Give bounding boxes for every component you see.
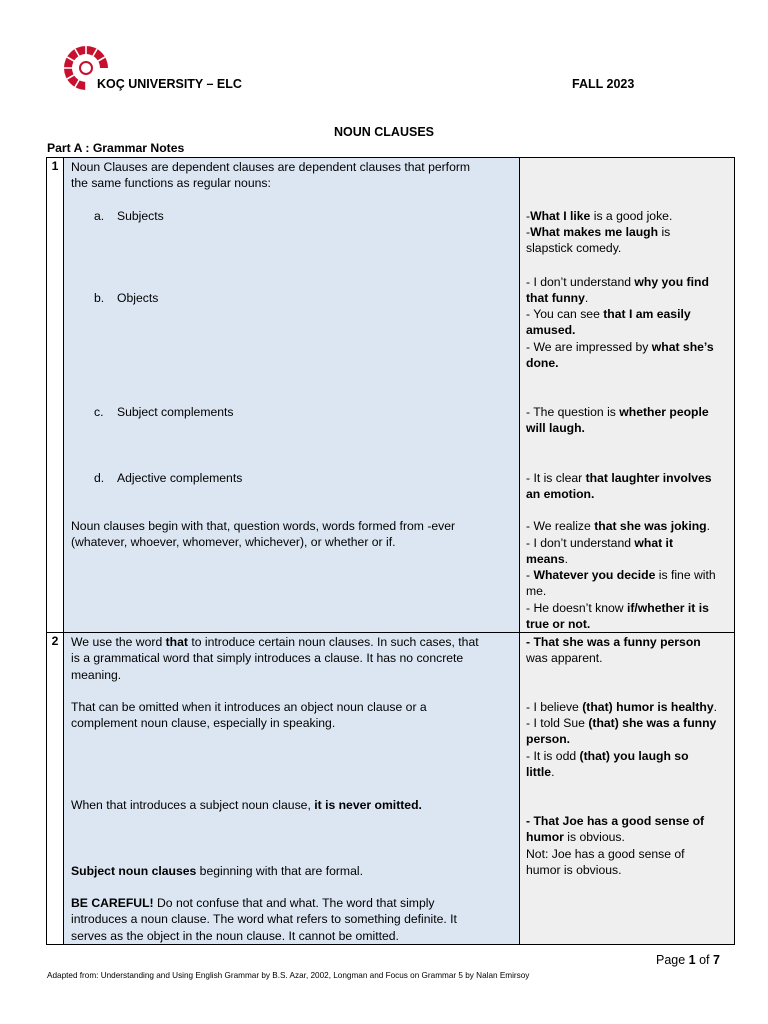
example-line: was apparent. (526, 651, 603, 665)
note-text: complement noun clause, especially in speaking. (71, 716, 336, 730)
example-line: - He doesn’t know if/whether it is (526, 601, 709, 615)
list-letter: a. (94, 209, 105, 223)
example-line: -What I like is a good joke. (526, 209, 673, 223)
example-line: - It is clear that laughter involves (526, 471, 712, 485)
example-line: true or not. (526, 617, 591, 631)
row-number: 2 (47, 633, 64, 945)
example-line: - I believe (that) humor is healthy. (526, 700, 717, 714)
example-line: - Whatever you decide is fine with (526, 568, 716, 582)
example-line: - The question is whether people (526, 405, 709, 419)
example-line: done. (526, 356, 559, 370)
institution-name: KOÇ UNIVERSITY – ELC (97, 77, 242, 91)
example-line: - I don’t understand what it (526, 536, 673, 550)
example-line: - We are impressed by what she’s (526, 340, 714, 354)
notes-cell (64, 633, 520, 945)
note-text: is a grammatical word that simply introduces a clause. It has no concrete (71, 651, 464, 665)
list-label: Adjective complements (117, 471, 243, 485)
example-line: person. (526, 732, 571, 746)
example-line: will laugh. (526, 421, 585, 435)
list-letter: d. (94, 471, 105, 485)
example-line: - It is odd (that) you laugh so (526, 749, 689, 763)
example-line: little. (526, 765, 555, 779)
note-text: We use the word that to introduce certain noun clauses. In such cases, that (71, 635, 479, 649)
example-line: - That Joe has a good sense of (526, 814, 705, 828)
example-line: - I told Sue (that) she was a funny (526, 716, 717, 730)
example-line: - You can see that I am easily (526, 307, 691, 321)
example-line: - I don’t understand why you find (526, 275, 709, 289)
example-line: - That she was a funny person (526, 635, 701, 649)
example-line: that funny. (526, 291, 589, 305)
note-text: Noun clauses begin with that, question words, words formed from -ever (71, 519, 456, 533)
grammar-notes-table (46, 157, 735, 945)
notes-cell (64, 158, 520, 633)
list-letter: b. (94, 291, 105, 305)
note-text: Noun Clauses are dependent clauses are dependent clauses that perform (71, 160, 471, 174)
table-row (47, 633, 735, 945)
note-text: (whatever, whoever, whomever, whichever), or whether or if. (71, 535, 396, 549)
note-text: the same functions as regular nouns: (71, 176, 271, 190)
example-line: - We realize that she was joking. (526, 519, 710, 533)
example-line: an emotion. (526, 487, 595, 501)
row-number: 1 (47, 158, 64, 633)
list-label: Subjects (117, 209, 164, 223)
note-text: BE CAREFUL! Do not confuse that and what. The word that simply (71, 896, 435, 910)
example-line: humor is obvious. (526, 830, 625, 844)
list-label: Objects (117, 291, 159, 305)
term-label: FALL 2023 (572, 77, 635, 91)
page-number: Page 1 of 7 (656, 953, 720, 967)
note-text: meaning. (71, 668, 122, 682)
note-text: Subject noun clauses beginning with that are formal. (71, 864, 363, 878)
example-line: Not: Joe has a good sense of (526, 847, 685, 861)
list-label: Subject complements (117, 405, 234, 419)
note-text: serves as the object in the noun clause. It cannot be omitted. (71, 929, 399, 943)
table-row (47, 158, 735, 633)
note-text: introduces a noun clause. The word what refers to something definite. It (71, 912, 457, 926)
example-line: slapstick comedy. (526, 241, 622, 255)
example-line: means. (526, 552, 569, 566)
list-letter: c. (94, 405, 104, 419)
note-text: When that introduces a subject noun clause, it is never omitted. (71, 798, 422, 812)
footer-citation: Adapted from: Understanding and Using English Grammar by B.S. Azar, 2002, Longman and Focus on Grammar 5 by Nalan Emirsoy (47, 971, 530, 980)
note-text: That can be omitted when it introduces an object noun clause or a (71, 700, 427, 714)
examples-cell (520, 158, 735, 633)
examples-cell (520, 633, 735, 945)
example-line: me. (526, 584, 547, 598)
example-line: humor is obvious. (526, 863, 622, 877)
example-line: -What makes me laugh is (526, 225, 671, 239)
example-line: amused. (526, 323, 576, 337)
section-heading: Part A : Grammar Notes (47, 141, 185, 155)
page-title: NOUN CLAUSES (333, 125, 434, 139)
